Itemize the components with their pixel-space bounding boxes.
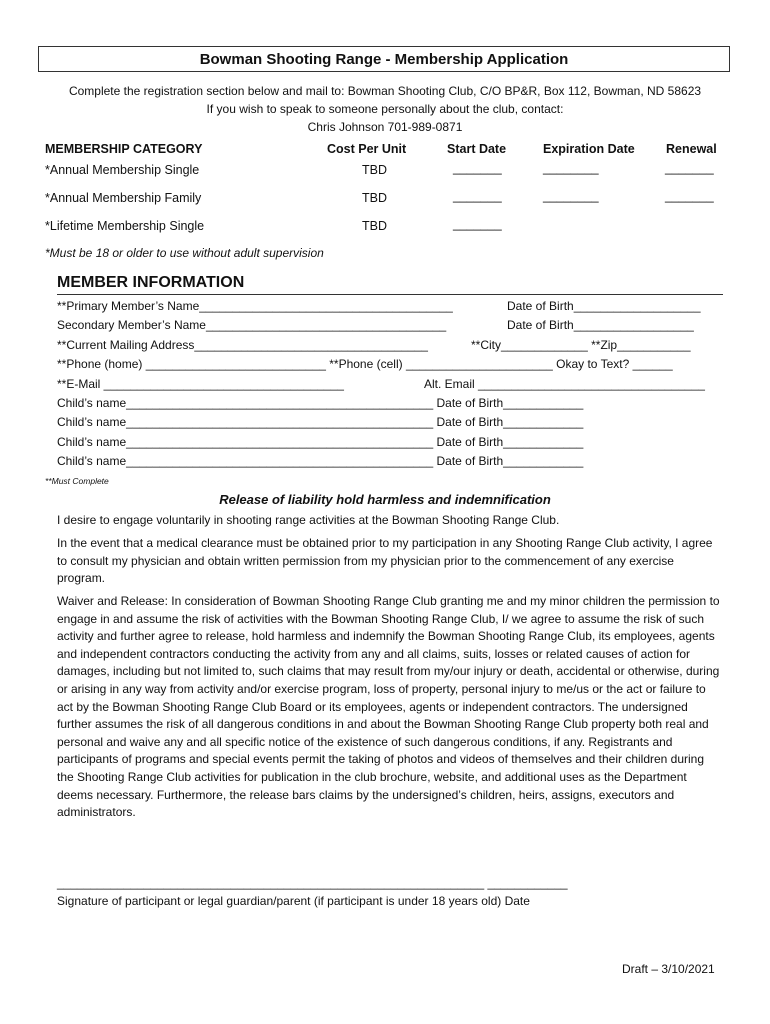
col-header-renewal: Renewal	[666, 142, 717, 156]
renewal-field[interactable]: _______	[665, 161, 714, 175]
phone-fields[interactable]: **Phone (home) ___________________________ **Phone (cell) ______________________ Okay to Text? ______	[57, 357, 673, 371]
child-name-field[interactable]: Child’s name______________________________________________ Date of Birth____________	[57, 415, 584, 429]
release-paragraph-1: I desire to engage voluntarily in shooting range activities at the Bowman Shooting Range Club.	[57, 513, 560, 527]
secondary-member-name-field[interactable]: Secondary Member’s Name____________________________________	[57, 318, 447, 332]
primary-dob-field[interactable]: Date of Birth___________________	[507, 299, 701, 313]
draft-date: Draft – 3/10/2021	[622, 962, 715, 976]
city-zip-field[interactable]: **City_____________ **Zip___________	[471, 338, 691, 352]
release-title: Release of liability hold harmless and indemnification	[219, 492, 551, 507]
mailing-address-field[interactable]: **Current Mailing Address___________________________________	[57, 338, 428, 352]
membership-cost: TBD	[362, 191, 387, 205]
section-divider	[57, 294, 723, 295]
start-date-field[interactable]: _______	[453, 217, 502, 231]
membership-category: *Annual Membership Single	[45, 163, 200, 177]
start-date-field[interactable]: _______	[453, 189, 502, 203]
contact-instructions: If you wish to speak to someone personally about the club, contact:	[206, 102, 564, 116]
col-header-expiration: Expiration Date	[543, 142, 635, 156]
title-box	[38, 46, 730, 72]
col-header-start: Start Date	[447, 142, 507, 156]
primary-member-name-field[interactable]: **Primary Member’s Name______________________________________	[57, 299, 453, 313]
page-title: Bowman Shooting Range - Membership Application	[199, 51, 569, 68]
waiver-paragraph: Waiver and Release: In consideration of Bowman Shooting Range Club granting me and my minor children the permission to engage in and assume the risk of activities with the Bowman Shooting Range Club, I/ we agree to assume the risk of such activity and further agree to release, hold harmless and indemnify the Bowman Shooting Range Club, its employees, agents and independent contractors conducting the activity from any and all claims, suits, losses or related causes of action for damages, including but not limited to, such claims that may result from my/our injury or death, accidental or otherwise, during or arising in any way from activity and/or exercise program, loss of property, personal injury to me/us or the act or failure to act by the Bowman Shooting Range Club Board or its employees, agents or independent contractors. The undersigned further assumes the risk of all dangerous conditions in and about the Bowman Shooting Range Club property both real and personal and waive any and all specific notice of the existence of such dangerous conditions, if any. Registrants and participants of programs and special events permit the taking of photos and videos of themselves and their children during the Shooting Range Club activities for publication in the club brochure, website, and additional uses as the Department deems necessary. Furthermore, the release bars claims by the undersigned’s children, heirs, assigns, executors and administrators.	[57, 594, 720, 820]
member-info-heading: MEMBER INFORMATION	[57, 274, 245, 291]
must-complete-note: **Must Complete	[45, 476, 109, 486]
signature-line[interactable]: ________________________________________________________________ ____________	[57, 876, 568, 890]
col-header-category: MEMBERSHIP CATEGORY	[45, 142, 203, 156]
mailing-instructions: Complete the registration section below and mail to: Bowman Shooting Club, C/O BP&R, Box 112, Bowman, ND 58623	[68, 84, 702, 98]
start-date-field[interactable]: _______	[453, 161, 502, 175]
child-name-field[interactable]: Child’s name______________________________________________ Date of Birth____________	[57, 435, 584, 449]
renewal-field[interactable]: _______	[665, 189, 714, 203]
contact-person: Chris Johnson 701-989-0871	[307, 120, 463, 134]
signature-label: Signature of participant or legal guardian/parent (if participant is under 18 years old) Date	[57, 894, 530, 908]
col-header-cost: Cost Per Unit	[327, 142, 407, 156]
membership-cost: TBD	[362, 219, 387, 233]
expiration-date-field[interactable]: ________	[543, 189, 599, 203]
age-note: *Must be 18 or older to use without adult supervision	[45, 246, 324, 260]
membership-category: *Lifetime Membership Single	[45, 219, 205, 233]
email-field[interactable]: **E-Mail ____________________________________	[57, 377, 344, 391]
membership-cost: TBD	[362, 163, 387, 177]
child-name-field[interactable]: Child’s name______________________________________________ Date of Birth____________	[57, 454, 584, 468]
secondary-dob-field[interactable]: Date of Birth__________________	[507, 318, 694, 332]
membership-category: *Annual Membership Family	[45, 191, 202, 205]
alt-email-field[interactable]: Alt. Email __________________________________	[424, 377, 705, 391]
child-name-field[interactable]: Child’s name______________________________________________ Date of Birth____________	[57, 396, 584, 410]
release-paragraph-2: In the event that a medical clearance must be obtained prior to my participation in any Shooting Range Club activity, I agree to consult my physician and obtain written permission from my physician prior to the commencement of any exercise program.	[57, 536, 713, 586]
expiration-date-field[interactable]: ________	[543, 161, 599, 175]
